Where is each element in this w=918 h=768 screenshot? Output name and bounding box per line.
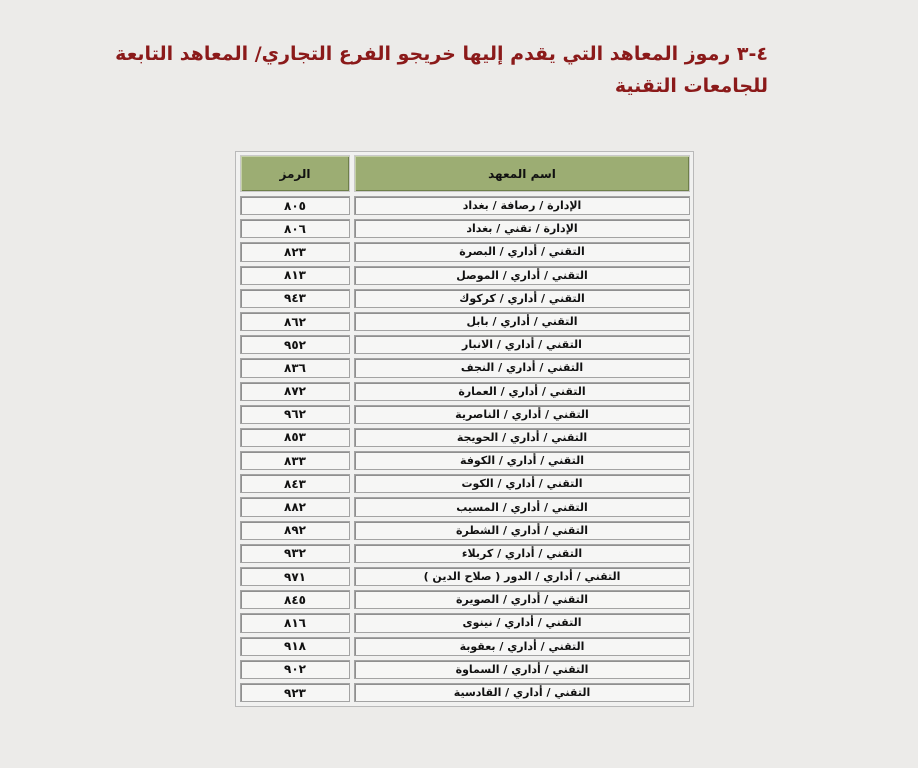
- institute-code-cell: ٨٨٢: [240, 497, 350, 516]
- table-body: [236, 194, 693, 702]
- table-row: [239, 242, 690, 261]
- institute-name-cell: التقني / أداري / الكوت: [354, 474, 690, 493]
- institute-name-cell: التقني / أداري / الناصرية: [354, 405, 690, 424]
- table-header-row: [236, 152, 693, 194]
- institute-code-cell: ٨٩٢: [240, 521, 350, 540]
- institute-code-cell: ٩٣٢: [240, 544, 350, 563]
- page-title: [115, 38, 768, 102]
- institute-code-cell: ٨٤٣: [240, 474, 350, 493]
- header-institute-name: اسم المعهد: [354, 155, 690, 192]
- institute-name-cell: التقني / أداري / الدور ( صلاح الدين ): [354, 567, 690, 586]
- institute-code-cell: ٩١٨: [240, 637, 350, 656]
- institute-code-cell: ٩٦٢: [240, 405, 350, 424]
- table-row: [239, 474, 690, 493]
- table-row: [239, 428, 690, 447]
- table-row: [239, 567, 690, 586]
- table-row: [239, 613, 690, 632]
- institute-name-cell: التقني / أداري / نينوى: [354, 613, 690, 632]
- institute-code-cell: ٩٥٢: [240, 335, 350, 354]
- table-row: [239, 637, 690, 656]
- table-row: [239, 497, 690, 516]
- table-row: [239, 660, 690, 679]
- institute-name-cell: التقني / أداري / بابل: [354, 312, 690, 331]
- institute-name-cell: التقني / أداري / الشطرة: [354, 521, 690, 540]
- institute-code-cell: ٨٠٦: [240, 219, 350, 238]
- header-code: الرمز: [240, 155, 350, 192]
- institute-name-cell: التقني / أداري / العمارة: [354, 382, 690, 401]
- institute-name-cell: التقني / أداري / الحويجة: [354, 428, 690, 447]
- institute-name-cell: التقني / أداري / السماوة: [354, 660, 690, 679]
- institute-name-cell: التقني / أداري / كربلاء: [354, 544, 690, 563]
- institute-name-cell: التقني / أداري / بعقوبة: [354, 637, 690, 656]
- institutes-table: [235, 151, 694, 707]
- institute-code-cell: ٨٦٢: [240, 312, 350, 331]
- table-row: [239, 312, 690, 331]
- institute-name-cell: التقني / أداري / كركوك: [354, 289, 690, 308]
- institute-code-cell: ٨١٣: [240, 266, 350, 285]
- institute-code-cell: ٨٣٦: [240, 358, 350, 377]
- table-row: [239, 590, 690, 609]
- institute-code-cell: ٨٣٣: [240, 451, 350, 470]
- title-line-1: ٤-٣ رموز المعاهد التي يقدم إليها خريجو الفرع التجاري/ المعاهد التابعة: [115, 43, 768, 65]
- table-row: [239, 266, 690, 285]
- institute-code-cell: ٩٤٣: [240, 289, 350, 308]
- institute-code-cell: ٨٠٥: [240, 196, 350, 215]
- institute-code-cell: ٨٢٣: [240, 242, 350, 261]
- title-line-2: للجامعات التقنية: [614, 75, 768, 97]
- table-row: [239, 451, 690, 470]
- institute-name-cell: التقني / أداري / الانبار: [354, 335, 690, 354]
- institute-name-cell: الإدارة / رصافة / بغداد: [354, 196, 690, 215]
- institute-code-cell: ٨٤٥: [240, 590, 350, 609]
- institute-name-cell: التقني / أداري / المسيب: [354, 497, 690, 516]
- institute-code-cell: ٩٧١: [240, 567, 350, 586]
- institute-name-cell: التقني / أداري / النجف: [354, 358, 690, 377]
- institute-name-cell: الإدارة / تقني / بغداد: [354, 219, 690, 238]
- table-row: [239, 289, 690, 308]
- institute-name-cell: التقني / أداري / الصويرة: [354, 590, 690, 609]
- table-row: [239, 335, 690, 354]
- table-row: [239, 358, 690, 377]
- table-row: [239, 382, 690, 401]
- institute-code-cell: ٨٥٣: [240, 428, 350, 447]
- institute-code-cell: ٨٧٢: [240, 382, 350, 401]
- institute-name-cell: التقني / أداري / الموصل: [354, 266, 690, 285]
- institute-code-cell: ٩٠٢: [240, 660, 350, 679]
- table-row: [239, 683, 690, 702]
- table-row: [239, 196, 690, 215]
- table-row: [239, 544, 690, 563]
- institute-name-cell: التقني / أداري / البصرة: [354, 242, 690, 261]
- institute-name-cell: التقني / أداري / الكوفة: [354, 451, 690, 470]
- table-row: [239, 521, 690, 540]
- table-row: [239, 405, 690, 424]
- institute-name-cell: التقني / أداري / القادسية: [354, 683, 690, 702]
- table-row: [239, 219, 690, 238]
- institute-code-cell: ٩٢٣: [240, 683, 350, 702]
- institute-code-cell: ٨١٦: [240, 613, 350, 632]
